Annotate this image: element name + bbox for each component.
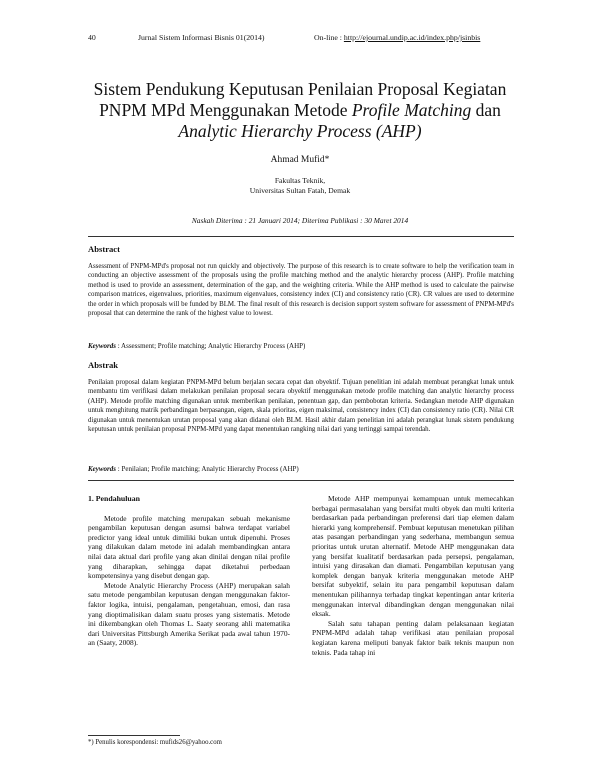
abstract-text-en: Assessment of PNPM-MPd's proposal not run quickly and objectively. The purpose of this research is to create software to help the verification team in conducting an objective assessment of the proposals using the profile matching method and the analytic hierarchy process (AHP). Profile matching method is used to provide an assessment, determination of the gap, and the weighting criteria. While the AHP method is used to calculate the pairwise comparison matrices, eigenvalues, priorities, maximum eigenvalues, consistency index (CI) and consistency ratio (CR). CR values are used to determine the order in which proposals will be funded by BLM. The final result of this research is decision support system software for assessment of PNPM-MPd's proposal that can determine the rank of the highest value to lowest. (88, 263, 514, 318)
keywords-en: Keywords : Assessment; Profile matching; Analytic Hierarchy Process (AHP) (88, 342, 306, 350)
section-heading-introduction: 1. Pendahuluan (88, 494, 141, 503)
journal-name: Jurnal Sistem Informasi Bisnis 01(2014) (138, 33, 265, 42)
title-line-3: Analytic Hierarchy Process (AHP) (178, 121, 422, 141)
abstrak-heading: Abstrak (88, 360, 119, 370)
online-label: On-line : (314, 33, 344, 42)
title-line-2: PNPM MPd Menggunakan Metode Profile Matching dan (99, 100, 501, 120)
body-paragraph: Metode AHP mempunyai kemampuan untuk memecahkan berbagai permasalahan yang bersifat multi obyek dan multi kriteria berdasarkan pada perbandingan preferensi dari tiap elemen dalam hierarki yang komprehensif. Pembuat keputusan menetukan pilihan atas pasangan perbandingan yang sederhana, membangun semua prioritas untuk urutan alternatif. Metode AHP menggunakan data yang bersifat kualitatif berdasarkan pada persepsi, pengalaman, intuisi yang dirasakan dan diamati. Pengambilan keputusan yang komplek dengan banyak kriteria menggunakan metode AHP bersifat subyektif, selain itu para pengambil keputusan dalam menentukan pilihannya terhadap tingkat kepentingan antar kriteria menggunakan interval dibandingkan dengan menggunakan nilai eksak. (312, 494, 514, 619)
divider-top (88, 236, 514, 237)
page-number: 40 (88, 33, 96, 42)
affiliation-university: Universitas Sultan Fatah, Demak (249, 186, 351, 195)
paper-title (70, 79, 530, 142)
online-info (314, 33, 480, 42)
abstract-heading: Abstract (88, 244, 120, 254)
body-column-right (312, 494, 514, 657)
keywords-id: Keywords : Penilaian; Profile matching; Analytic Hierarchy Process (AHP) (88, 465, 299, 473)
affiliation (0, 176, 600, 196)
journal-url-link[interactable]: http://ejournal.undip.ac.id/index.php/jsinbis (343, 33, 481, 42)
abstract-text-id: Penilaian proposal dalam kegiatan PNPM-MPd belum berjalan secara cepat dan obyektif. Tujuan penelitian ini adalah membuat perangkat lunak untuk membantu tim verifikasi dalam melakukan penilaian proposal secara obyektif menggunakan metode profile matching dan analytic hierarchy process (AHP). Metode profile matching digunakan untuk memberikan penilaian, penentuan gap, dan pembobotan kriteria. Sedangkan metode AHP digunakan untuk menghitung matrik perbandingan berpasangan, eigen, skala prioritas, eigen maksimal, consistency index (CI) dan consistency ratio (CR). Nilai CR digunakan untuk menentukan urutan proposal yang akan didanai oleh BLM. Hasil akhir dalam penelitian ini adalah perangkat lunak sistem pendukung keputusan untuk penilaian proposal PNPM-MPd yang dapat menentukan rangking nilai dari yang tertinggi sampai terendah. (88, 379, 514, 434)
footnote-divider (88, 735, 180, 736)
corresponding-author-footnote: *) Penulis korespondensi: mufids26@yahoo.com (88, 739, 222, 746)
body-paragraph: Metode Analytic Hierarchy Process (AHP) merupakan salah satu metode pengambilan keputusan dengan menggunakan faktor-faktor logika, intuisi, pengalaman, pengetahuan, emosi, dan rasa yang dioptimalisikan dalam suatu proses yang sistematis. Metode ini dikembangkan oleh Thomas L. Saaty seorang ahli matematika dari Universitas Pittsburgh Amerika Serikat pada awal tahun 1970-an (Saaty, 2008). (88, 580, 290, 648)
title-line-1: Sistem Pendukung Keputusan Penilaian Proposal Kegiatan (93, 79, 507, 99)
body-paragraph: Metode profile matching merupakan sebuah mekanisme pengambilan keputusan dengan asumsi bahwa terdapat variabel predictor yang ideal untuk dimiliki bukan untuk dipenuhi. Proses yang dilakukan dalam metode ini adalah membandingkan antara nilai data aktual dari profile yang akan dinilai dengan nilai profile yang diharapkan, sehingga dapat diketahui perbedaan kompetensinya yang disebut dengan gap. (88, 513, 290, 581)
affiliation-faculty: Fakultas Teknik, (274, 176, 326, 185)
divider-bottom (88, 480, 514, 481)
author-name: Ahmad Mufid* (270, 155, 330, 165)
body-paragraph: Salah satu tahapan penting dalam pelaksanaan kegiatan PNPM-MPd adalah tahap verifikasi atau penilaian proposal kegiatan karena meliputi banyak faktor baik teknis maupun non teknis. Pada tahap ini (312, 618, 514, 657)
submission-dates: Naskah Diterima : 21 Januari 2014; Diterima Publikasi : 30 Maret 2014 (191, 216, 409, 225)
body-column-left (88, 494, 290, 648)
